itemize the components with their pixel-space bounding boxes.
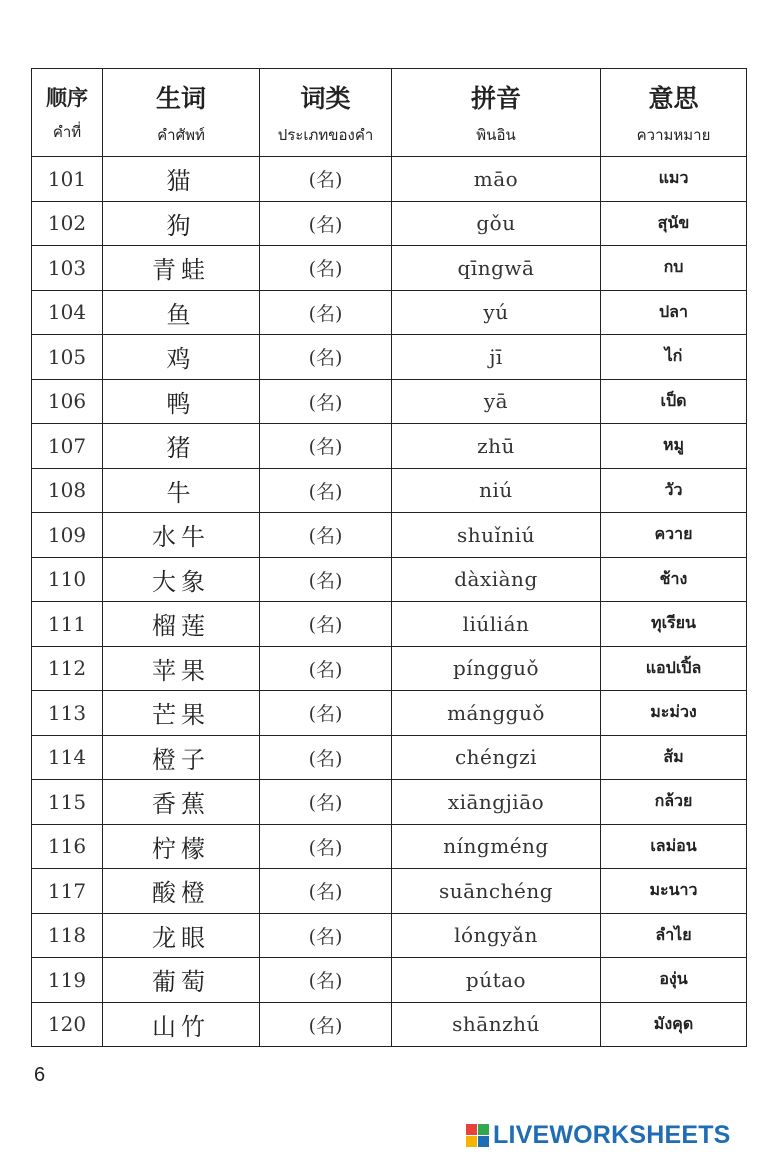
- row-part-of-speech-cell: [260, 201, 392, 246]
- row-number-cell: [32, 869, 103, 914]
- row-part-of-speech: (名): [308, 213, 343, 236]
- row-part-of-speech-cell: [260, 1002, 392, 1047]
- row-part-of-speech: (名): [308, 569, 343, 592]
- table-header-row: [32, 69, 747, 157]
- row-part-of-speech: (名): [308, 658, 343, 681]
- row-number-cell: [32, 646, 103, 691]
- row-meaning: ทุเรียน: [651, 613, 696, 633]
- row-meaning: ควาย: [654, 524, 693, 544]
- row-word-cell: [103, 735, 260, 780]
- row-pinyin-cell: [392, 424, 601, 469]
- row-word: 牛: [166, 478, 196, 507]
- row-pinyin: qīngwā: [457, 255, 535, 280]
- row-pinyin: xiāngjiāo: [447, 789, 545, 814]
- table-row: [32, 246, 747, 291]
- row-number: 103: [47, 255, 87, 280]
- header-pinyin: [392, 69, 601, 157]
- row-number-cell: [32, 335, 103, 380]
- row-word-cell: [103, 557, 260, 602]
- table-row: [32, 735, 747, 780]
- row-part-of-speech-cell: [260, 513, 392, 558]
- row-word: 大象: [152, 567, 210, 596]
- row-pinyin-cell: [392, 513, 601, 558]
- row-meaning-cell: [601, 246, 747, 291]
- row-pinyin: yā: [483, 389, 509, 414]
- row-number: 101: [47, 166, 87, 191]
- row-word-cell: [103, 335, 260, 380]
- header-meaning: [601, 69, 747, 157]
- row-meaning-cell: [601, 513, 747, 558]
- vocabulary-table: [31, 68, 747, 1047]
- row-number: 117: [47, 878, 87, 903]
- header-pos-zh: 词类: [300, 83, 351, 113]
- row-pinyin-cell: [392, 157, 601, 202]
- row-word-cell: [103, 913, 260, 958]
- row-word-cell: [103, 646, 260, 691]
- row-part-of-speech-cell: [260, 691, 392, 736]
- row-part-of-speech: (名): [308, 169, 343, 192]
- row-part-of-speech-cell: [260, 157, 392, 202]
- row-pinyin-cell: [392, 201, 601, 246]
- row-meaning: ปลา: [659, 301, 688, 321]
- row-part-of-speech: (名): [308, 525, 343, 548]
- row-pinyin: lóngyǎn: [454, 923, 538, 948]
- row-word-cell: [103, 201, 260, 246]
- row-word: 香蕉: [152, 790, 210, 819]
- row-meaning-cell: [601, 157, 747, 202]
- row-word-cell: [103, 424, 260, 469]
- row-number: 105: [47, 344, 87, 369]
- row-part-of-speech-cell: [260, 468, 392, 513]
- row-word: 狗: [166, 211, 196, 240]
- row-word-cell: [103, 824, 260, 869]
- row-part-of-speech-cell: [260, 646, 392, 691]
- table-row: [32, 646, 747, 691]
- row-number-cell: [32, 290, 103, 335]
- table-row: [32, 824, 747, 869]
- row-number: 107: [47, 433, 87, 458]
- table-row: [32, 290, 747, 335]
- row-word-cell: [103, 691, 260, 736]
- row-word-cell: [103, 513, 260, 558]
- row-part-of-speech: (名): [308, 925, 343, 948]
- row-meaning: มังคุด: [653, 1013, 694, 1033]
- table-row: [32, 201, 747, 246]
- header-meaning-th: ความหมาย: [636, 125, 711, 144]
- row-meaning-cell: [601, 602, 747, 647]
- table-row: [32, 602, 747, 647]
- row-pinyin: dàxiàng: [454, 567, 538, 592]
- row-word: 鸭: [166, 389, 196, 418]
- row-number-cell: [32, 691, 103, 736]
- row-meaning-cell: [601, 424, 747, 469]
- row-word: 柠檬: [152, 834, 210, 863]
- row-pinyin: zhū: [477, 433, 515, 458]
- header-order: [32, 69, 103, 157]
- row-number: 119: [47, 967, 87, 992]
- row-number-cell: [32, 1002, 103, 1047]
- table-row: [32, 557, 747, 602]
- row-number-cell: [32, 246, 103, 291]
- row-part-of-speech-cell: [260, 913, 392, 958]
- row-pinyin: jī: [489, 344, 503, 369]
- header-order-zh: 顺序: [46, 84, 88, 110]
- row-number-cell: [32, 958, 103, 1003]
- row-meaning: เป็ด: [660, 390, 687, 410]
- row-pinyin: píngguǒ: [452, 656, 540, 681]
- row-word: 鱼: [166, 300, 196, 329]
- row-pinyin: shānzhú: [452, 1012, 540, 1037]
- row-part-of-speech: (名): [308, 480, 343, 503]
- row-part-of-speech: (名): [308, 747, 343, 770]
- header-pos-th: ประเภทของคำ: [277, 125, 374, 144]
- row-meaning: องุ่น: [659, 969, 688, 989]
- row-meaning-cell: [601, 1002, 747, 1047]
- row-word-cell: [103, 780, 260, 825]
- row-number-cell: [32, 735, 103, 780]
- row-number: 110: [47, 567, 87, 592]
- row-pinyin-cell: [392, 958, 601, 1003]
- row-number: 109: [47, 522, 87, 547]
- table-row: [32, 379, 747, 424]
- logo-square-blue: [478, 1136, 489, 1147]
- row-meaning: เลม่อน: [650, 835, 697, 855]
- row-number: 114: [47, 745, 87, 770]
- row-number: 104: [47, 300, 87, 325]
- row-pinyin-cell: [392, 735, 601, 780]
- row-number: 106: [47, 389, 87, 414]
- row-pinyin-cell: [392, 824, 601, 869]
- row-meaning-cell: [601, 958, 747, 1003]
- row-pinyin-cell: [392, 290, 601, 335]
- row-word-cell: [103, 1002, 260, 1047]
- row-number: 115: [47, 789, 87, 814]
- row-meaning-cell: [601, 646, 747, 691]
- row-part-of-speech-cell: [260, 958, 392, 1003]
- row-word: 橙子: [152, 745, 210, 774]
- row-part-of-speech: (名): [308, 302, 343, 325]
- row-meaning: ไก่: [664, 346, 683, 366]
- row-meaning: ช้าง: [659, 568, 688, 588]
- logo-square-yellow: [466, 1136, 477, 1147]
- row-word: 青蛙: [152, 256, 210, 285]
- row-pinyin-cell: [392, 646, 601, 691]
- row-word: 猫: [166, 167, 196, 196]
- header-pos: [260, 69, 392, 157]
- page-number: 6: [34, 1064, 46, 1086]
- row-part-of-speech-cell: [260, 290, 392, 335]
- row-number: 108: [47, 478, 87, 503]
- row-meaning: แอปเปิ้ล: [645, 657, 702, 677]
- row-pinyin: niú: [479, 478, 513, 503]
- table-row: [32, 424, 747, 469]
- row-word-cell: [103, 379, 260, 424]
- row-pinyin-cell: [392, 557, 601, 602]
- row-number: 102: [47, 211, 87, 236]
- row-word: 水牛: [152, 523, 210, 552]
- table-row: [32, 1002, 747, 1047]
- row-word-cell: [103, 246, 260, 291]
- row-part-of-speech-cell: [260, 424, 392, 469]
- row-meaning-cell: [601, 780, 747, 825]
- row-meaning: กล้วย: [654, 791, 693, 811]
- row-word-cell: [103, 290, 260, 335]
- row-pinyin-cell: [392, 246, 601, 291]
- table-row: [32, 869, 747, 914]
- table-body: [32, 157, 747, 1047]
- row-pinyin-cell: [392, 913, 601, 958]
- row-meaning-cell: [601, 913, 747, 958]
- row-number-cell: [32, 913, 103, 958]
- row-number-cell: [32, 513, 103, 558]
- row-meaning: วัว: [664, 479, 683, 499]
- row-meaning-cell: [601, 869, 747, 914]
- row-word: 鸡: [166, 345, 196, 374]
- row-number: 116: [47, 834, 87, 859]
- row-word: 山竹: [152, 1012, 210, 1041]
- row-pinyin: chéngzi: [454, 745, 538, 770]
- row-number-cell: [32, 557, 103, 602]
- row-meaning-cell: [601, 379, 747, 424]
- row-word: 榴莲: [152, 612, 210, 641]
- row-part-of-speech: (名): [308, 881, 343, 904]
- row-word-cell: [103, 468, 260, 513]
- row-part-of-speech: (名): [308, 347, 343, 370]
- row-part-of-speech: (名): [308, 614, 343, 637]
- row-part-of-speech: (名): [308, 836, 343, 859]
- liveworksheets-logo: [466, 1121, 731, 1150]
- row-pinyin: mángguǒ: [447, 700, 545, 725]
- row-meaning: ลำไย: [655, 924, 692, 944]
- row-part-of-speech: (名): [308, 258, 343, 281]
- table-row: [32, 157, 747, 202]
- row-part-of-speech-cell: [260, 379, 392, 424]
- row-pinyin: pútao: [465, 967, 527, 992]
- row-pinyin-cell: [392, 869, 601, 914]
- row-part-of-speech: (名): [308, 703, 343, 726]
- table-row: [32, 691, 747, 736]
- row-pinyin: māo: [473, 166, 519, 191]
- row-part-of-speech-cell: [260, 869, 392, 914]
- table-row: [32, 468, 747, 513]
- row-number-cell: [32, 602, 103, 647]
- logo-grid-icon: [466, 1124, 490, 1148]
- row-pinyin-cell: [392, 335, 601, 380]
- row-part-of-speech-cell: [260, 557, 392, 602]
- row-meaning-cell: [601, 468, 747, 513]
- row-pinyin: suānchéng: [438, 878, 554, 903]
- logo-square-green: [478, 1124, 489, 1135]
- table-row: [32, 780, 747, 825]
- row-word-cell: [103, 869, 260, 914]
- row-meaning: หมู: [662, 435, 685, 455]
- row-part-of-speech: (名): [308, 970, 343, 993]
- row-number-cell: [32, 824, 103, 869]
- row-pinyin-cell: [392, 379, 601, 424]
- logo-text: LIVEWORKSHEETS: [493, 1121, 731, 1149]
- row-number-cell: [32, 157, 103, 202]
- row-part-of-speech: (名): [308, 391, 343, 414]
- row-number-cell: [32, 201, 103, 246]
- row-meaning: มะนาว: [649, 880, 698, 900]
- header-word-zh: 生词: [155, 83, 206, 113]
- header-order-th: คำที่: [52, 122, 82, 141]
- row-number: 111: [47, 611, 87, 636]
- row-number: 112: [47, 656, 87, 681]
- row-meaning-cell: [601, 691, 747, 736]
- row-meaning-cell: [601, 735, 747, 780]
- row-word: 猪: [166, 434, 196, 463]
- row-meaning: ส้ม: [663, 746, 684, 766]
- table-row: [32, 913, 747, 958]
- row-meaning-cell: [601, 557, 747, 602]
- row-pinyin-cell: [392, 780, 601, 825]
- header-meaning-zh: 意思: [648, 83, 699, 113]
- table-row: [32, 335, 747, 380]
- row-word: 酸橙: [152, 879, 210, 908]
- row-pinyin-cell: [392, 1002, 601, 1047]
- row-part-of-speech-cell: [260, 824, 392, 869]
- row-part-of-speech-cell: [260, 246, 392, 291]
- row-meaning: แมว: [658, 168, 689, 188]
- row-part-of-speech-cell: [260, 780, 392, 825]
- row-word: 苹果: [152, 656, 210, 685]
- row-part-of-speech: (名): [308, 792, 343, 815]
- row-number: 118: [47, 923, 87, 948]
- row-number-cell: [32, 780, 103, 825]
- row-part-of-speech-cell: [260, 602, 392, 647]
- row-meaning-cell: [601, 824, 747, 869]
- row-number-cell: [32, 468, 103, 513]
- row-pinyin: yú: [483, 300, 509, 325]
- row-part-of-speech-cell: [260, 335, 392, 380]
- row-meaning-cell: [601, 201, 747, 246]
- header-pinyin-th: พินอิน: [476, 125, 516, 144]
- row-number: 120: [47, 1012, 87, 1037]
- row-meaning-cell: [601, 335, 747, 380]
- row-pinyin-cell: [392, 691, 601, 736]
- row-pinyin-cell: [392, 468, 601, 513]
- row-pinyin: níngméng: [443, 834, 549, 859]
- row-pinyin: liúlián: [462, 611, 530, 636]
- row-number-cell: [32, 424, 103, 469]
- row-pinyin: gǒu: [476, 211, 516, 236]
- table-row: [32, 513, 747, 558]
- row-word: 龙眼: [152, 923, 210, 952]
- row-word: 芒果: [152, 701, 210, 730]
- row-word-cell: [103, 157, 260, 202]
- header-pinyin-zh: 拼音: [470, 83, 521, 113]
- row-meaning: สุนัข: [657, 212, 690, 232]
- row-part-of-speech: (名): [308, 1014, 343, 1037]
- row-number: 113: [47, 700, 87, 725]
- row-word-cell: [103, 958, 260, 1003]
- row-number-cell: [32, 379, 103, 424]
- header-word: [103, 69, 260, 157]
- row-meaning: กบ: [663, 257, 684, 277]
- row-pinyin-cell: [392, 602, 601, 647]
- row-pinyin: shuǐniú: [456, 522, 536, 547]
- row-word-cell: [103, 602, 260, 647]
- table-row: [32, 958, 747, 1003]
- header-word-th: คำศัพท์: [157, 125, 205, 144]
- logo-square-red: [466, 1124, 477, 1135]
- row-meaning-cell: [601, 290, 747, 335]
- row-meaning: มะม่วง: [650, 702, 697, 722]
- row-word: 葡萄: [152, 968, 210, 997]
- row-part-of-speech: (名): [308, 436, 343, 459]
- row-part-of-speech-cell: [260, 735, 392, 780]
